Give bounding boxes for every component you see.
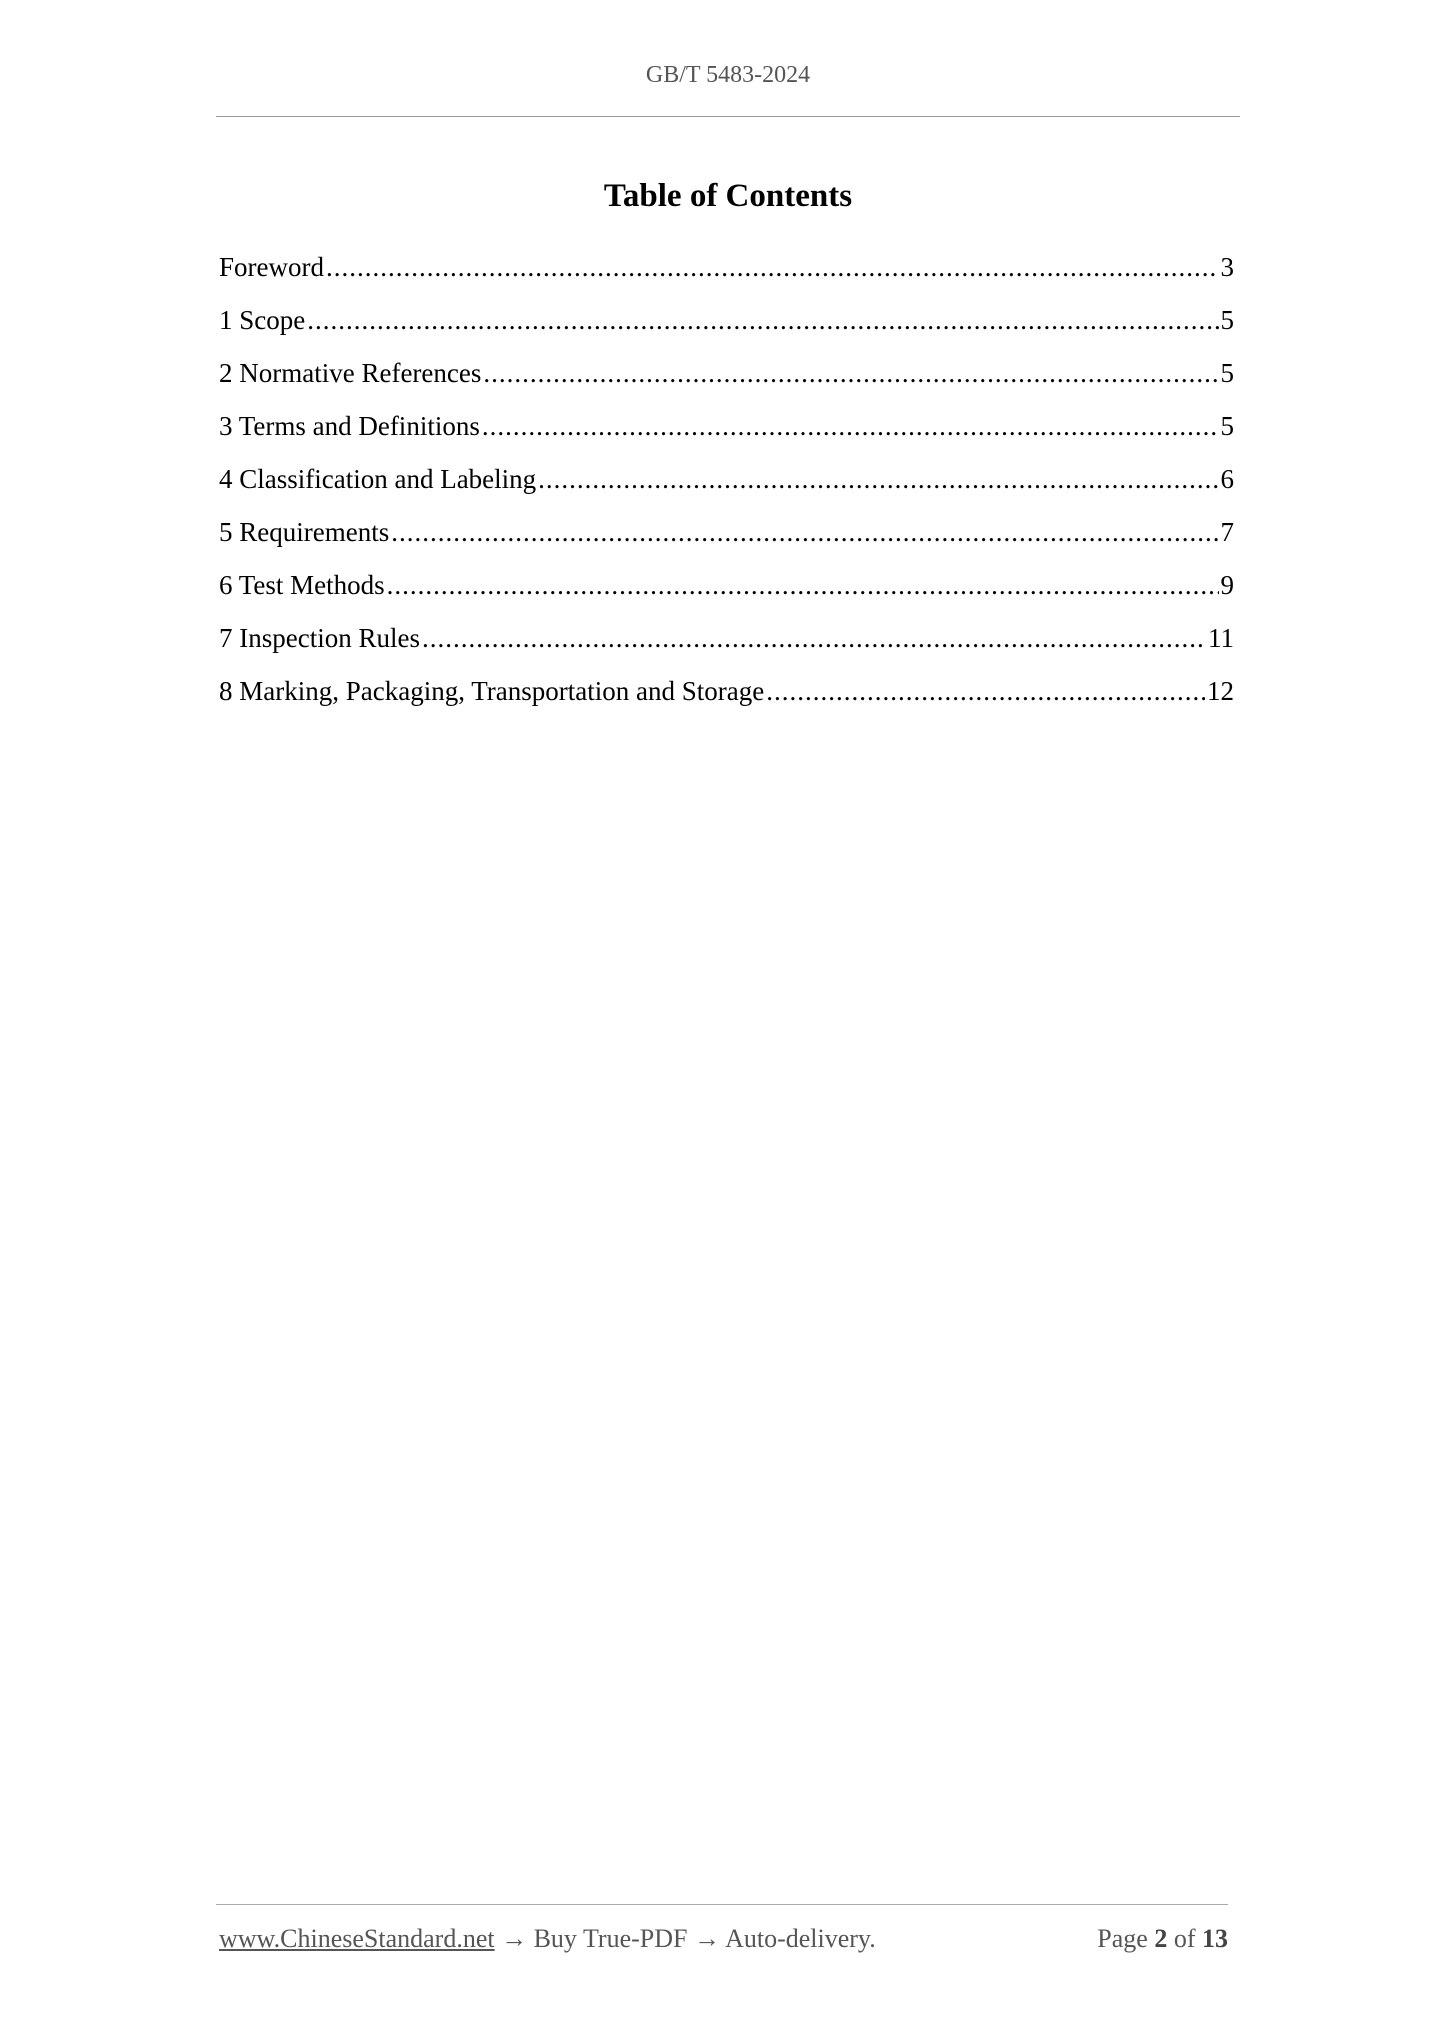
footer-divider xyxy=(216,1904,1228,1905)
toc-entry-label: Foreword xyxy=(219,252,324,282)
toc-dot-leader xyxy=(483,358,1218,389)
toc-dot-leader xyxy=(307,305,1218,336)
arrow-right-icon: → xyxy=(694,1924,720,1953)
page-word: Page xyxy=(1097,1924,1148,1953)
toc-entry-page: 6 xyxy=(1220,464,1234,494)
toc-entry-label: 3 Terms and Definitions xyxy=(219,411,480,441)
toc-dot-leader xyxy=(766,676,1205,707)
of-word: of xyxy=(1173,1924,1196,1953)
toc-entry-page: 5 xyxy=(1220,305,1234,335)
toc-entry-page: 9 xyxy=(1220,570,1234,600)
table-of-contents xyxy=(219,252,1234,729)
toc-entry-page: 3 xyxy=(1220,252,1234,282)
toc-entry-label: 2 Normative References xyxy=(219,358,482,388)
toc-entry-page: 11 xyxy=(1208,623,1234,653)
header-divider xyxy=(216,116,1240,117)
toc-entry-page: 5 xyxy=(1220,411,1234,441)
current-page-number: 2 xyxy=(1154,1924,1168,1953)
toc-entry-label: 1 Scope xyxy=(219,305,306,335)
toc-entry-classification-labeling[interactable] xyxy=(219,464,1234,517)
toc-entry-label: 4 Classification and Labeling xyxy=(219,464,537,494)
site-link[interactable]: www.ChineseStandard.net xyxy=(219,1924,495,1953)
toc-dot-leader xyxy=(326,252,1219,283)
total-pages-number: 13 xyxy=(1202,1924,1228,1953)
toc-entry-requirements[interactable] xyxy=(219,517,1234,570)
toc-entry-page: 5 xyxy=(1220,358,1234,388)
toc-dot-leader xyxy=(387,570,1219,601)
toc-dot-leader xyxy=(391,517,1218,548)
page-indicator xyxy=(1097,1924,1228,1954)
document-header: GB/T 5483-2024 xyxy=(645,62,811,88)
toc-title: Table of Contents xyxy=(603,178,853,214)
toc-entry-label: 6 Test Methods xyxy=(219,570,385,600)
toc-entry-inspection-rules[interactable] xyxy=(219,623,1234,676)
toc-dot-leader xyxy=(422,623,1206,654)
toc-entry-foreword[interactable] xyxy=(219,252,1234,305)
toc-entry-page: 12 xyxy=(1207,676,1234,706)
toc-entry-label: 7 Inspection Rules xyxy=(219,623,420,653)
arrow-right-icon: → xyxy=(501,1924,528,1953)
toc-entry-test-methods[interactable] xyxy=(219,570,1234,623)
footer-promo xyxy=(219,1924,876,1954)
toc-entry-terms-definitions[interactable] xyxy=(219,411,1234,464)
toc-entry-marking-packaging[interactable] xyxy=(219,676,1234,729)
toc-entry-scope[interactable] xyxy=(219,305,1234,358)
toc-entry-label: 5 Requirements xyxy=(219,517,390,547)
delivery-text: Auto-delivery. xyxy=(725,1924,876,1953)
toc-dot-leader xyxy=(538,464,1218,495)
toc-entry-normative-references[interactable] xyxy=(219,358,1234,411)
toc-entry-label: 8 Marking, Packaging, Transportation and Storage xyxy=(219,676,765,706)
buy-text: Buy True-PDF xyxy=(533,1924,688,1953)
toc-dot-leader xyxy=(482,411,1219,442)
toc-entry-page: 7 xyxy=(1220,517,1234,547)
